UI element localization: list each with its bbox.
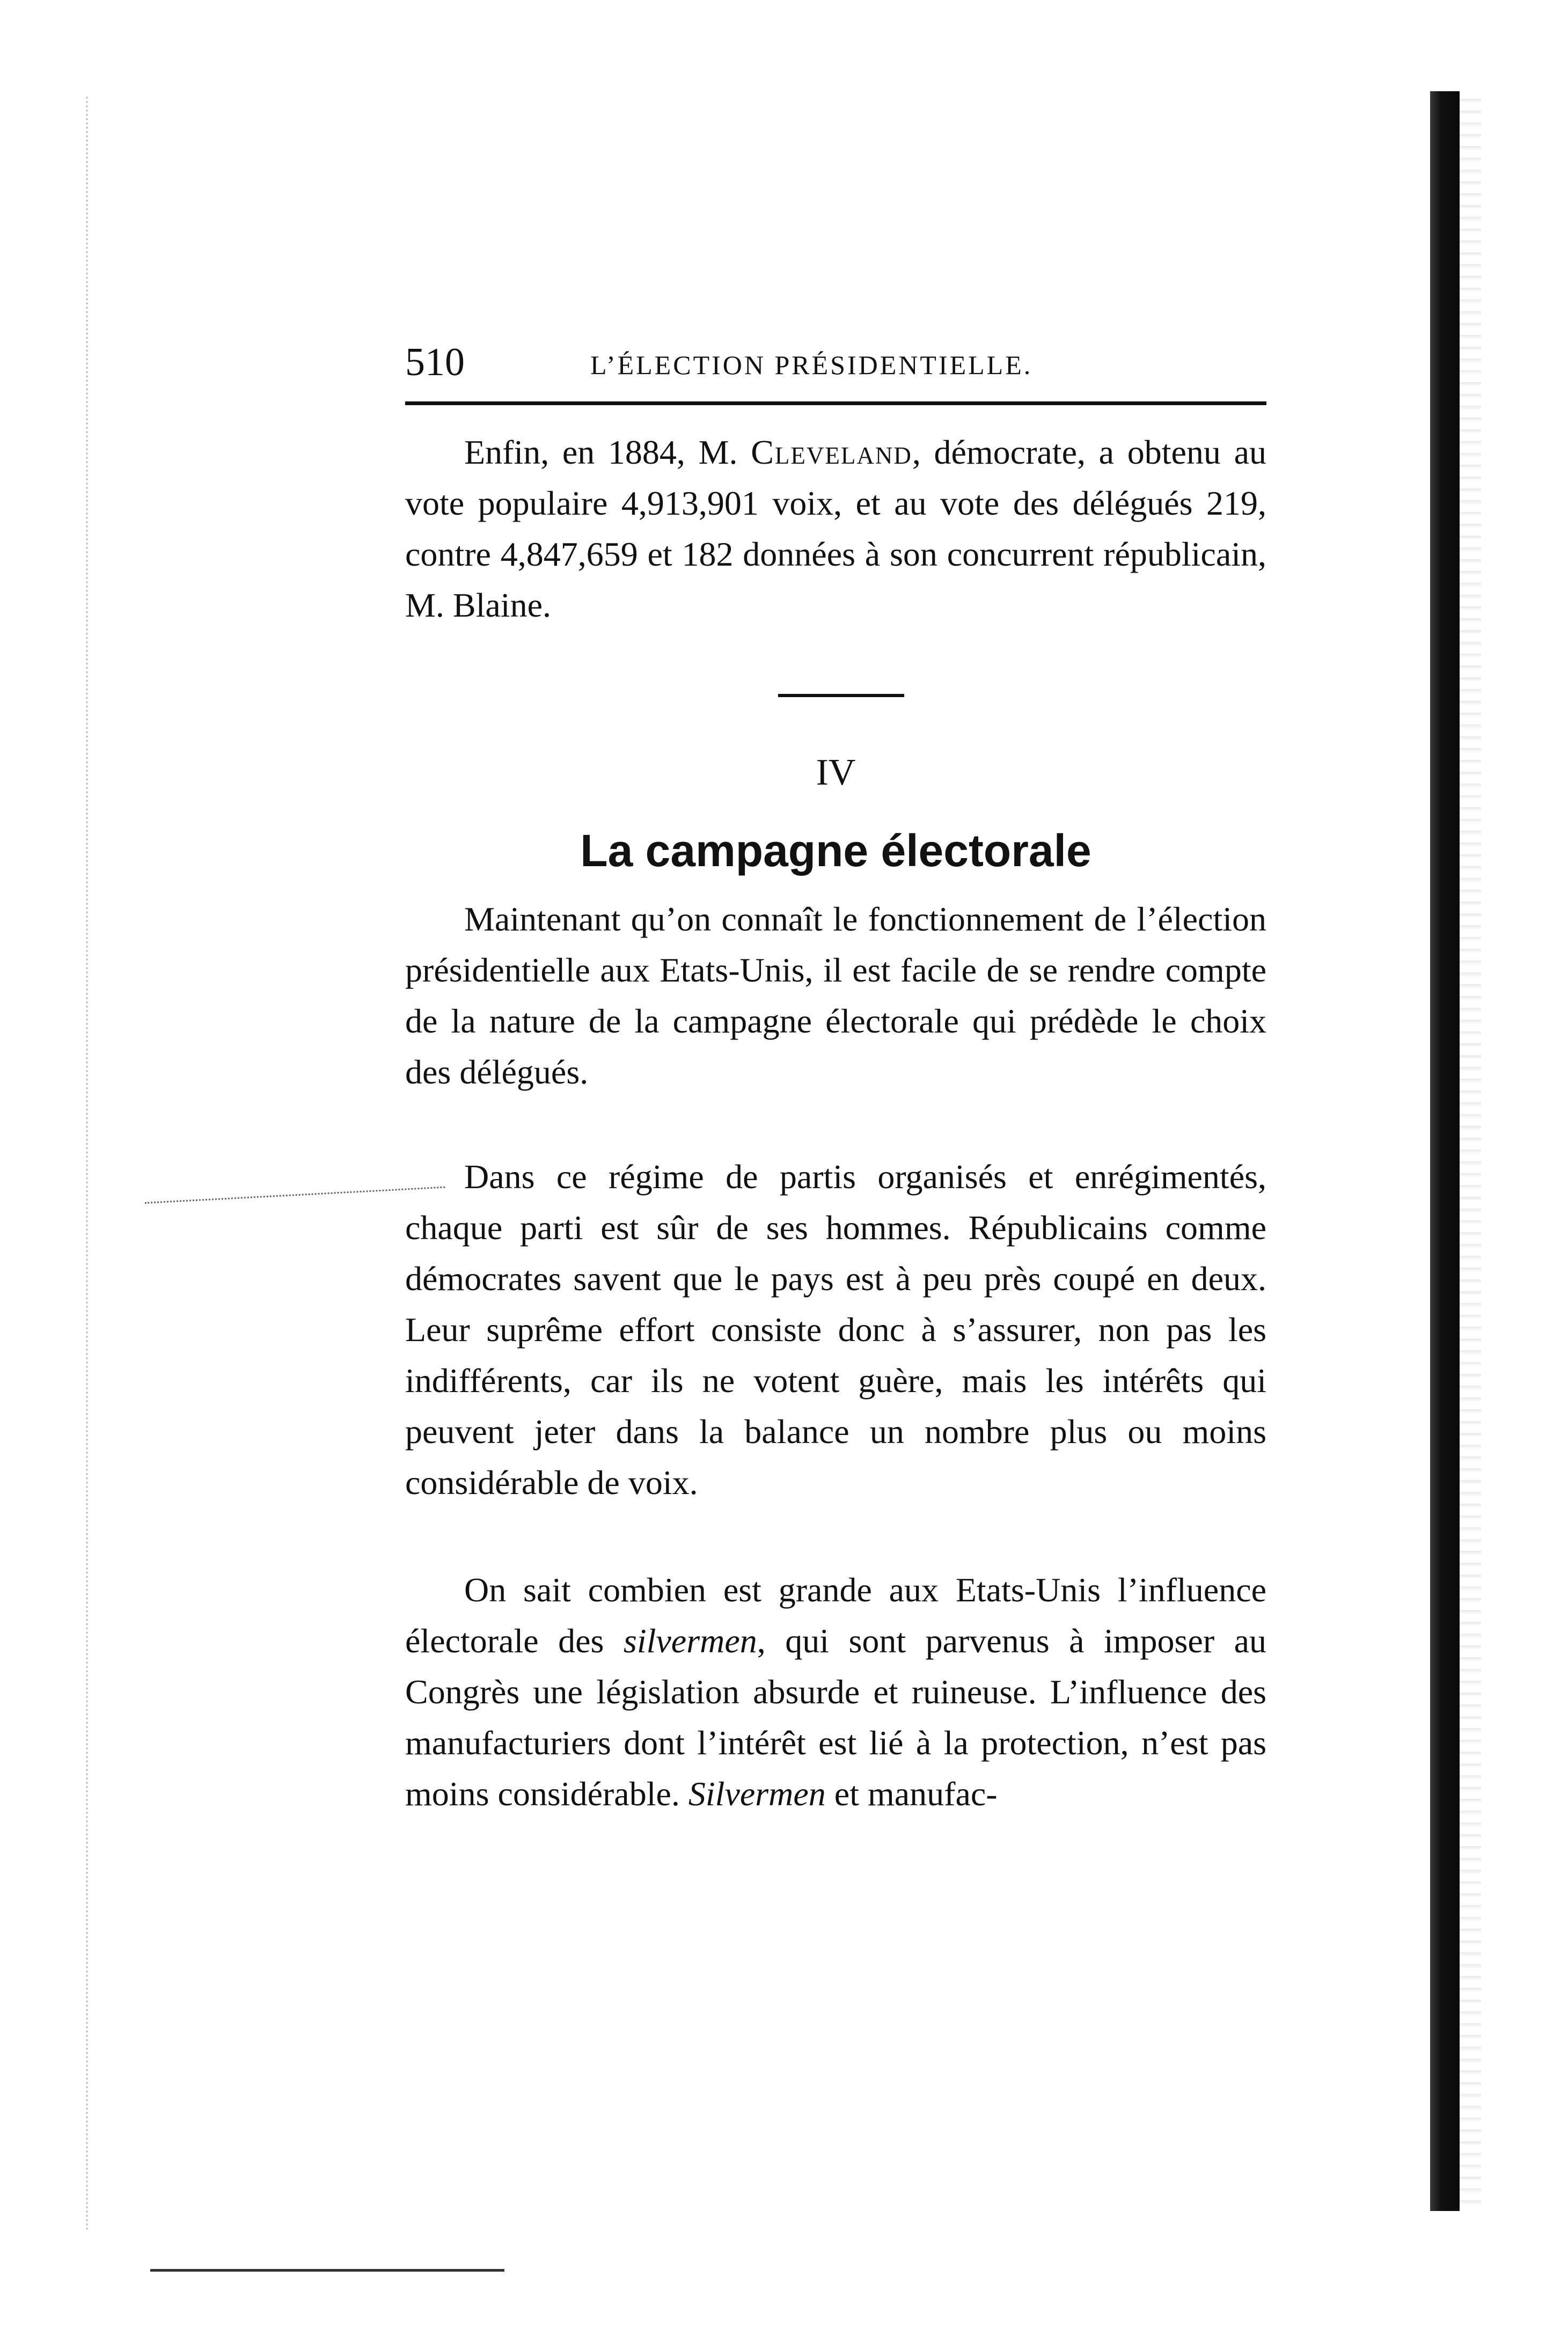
intro-paragraph xyxy=(405,427,1266,631)
intro-rest: , démocrate, a obtenu au vote populaire 4,913,901 voix, et au vote des délégués 219, contre 4,847,659 et 182 données à son concurrent républicain, M. Blaine. xyxy=(405,433,1267,624)
running-title: L’ÉLECTION PRÉSIDENTIELLE. xyxy=(590,350,1033,380)
paragraph-silvermen xyxy=(405,1564,1266,1819)
page-number: 510 xyxy=(405,340,465,384)
candidate-name: Cleveland xyxy=(751,433,912,471)
margin-dots xyxy=(86,97,88,2232)
silver-part-2: , qui sont parvenus à imposer au Congrès une législation absurde et ruineuse. L’influence des manufacturiers dont l’intérêt est lié à la protection, n’est pas moins considérable. xyxy=(405,1622,1266,1813)
pencil-annotation-line xyxy=(145,1187,445,1204)
binding-speckle xyxy=(1460,91,1481,2211)
silvermen-term: silvermen xyxy=(623,1622,757,1660)
silver-part-1: On sait combien est grande aux Etats-Unis l’influence électorale des xyxy=(405,1571,1266,1660)
section-number: IV xyxy=(816,752,856,793)
section-title: La campagne électorale xyxy=(580,825,1091,876)
intro-lead: Enfin, en 1884, M. xyxy=(464,433,751,471)
silvermen-term-2: Silvermen xyxy=(688,1775,826,1813)
paragraph-fonctionnement: Maintenant qu’on connaît le fonctionnement de l’élection présidentielle aux Etats-Unis, il est facile de se rendre compte de la nature de la campagne électorale qui prédède le choix des délégués. xyxy=(405,900,1266,1091)
binding-shadow xyxy=(1430,91,1460,2211)
paragraph-regime: Dans ce régime de partis organisés et enrégimentés, chaque parti est sûr de ses hommes. Républicains comme démocrates savent que le pays est à peu près coupé en deux. Leur suprême effort consiste donc à s’assurer, non pas les indifférents, car ils ne votent guère, mais les intérêts qui peuvent jeter dans la balance un nombre plus ou moins considérable de voix. xyxy=(405,1158,1266,1502)
bottom-edge-mark xyxy=(150,2269,504,2272)
silver-part-3: et manufac- xyxy=(825,1775,998,1813)
running-head xyxy=(405,338,1266,386)
header-rule xyxy=(405,401,1266,405)
section-divider xyxy=(778,694,904,697)
